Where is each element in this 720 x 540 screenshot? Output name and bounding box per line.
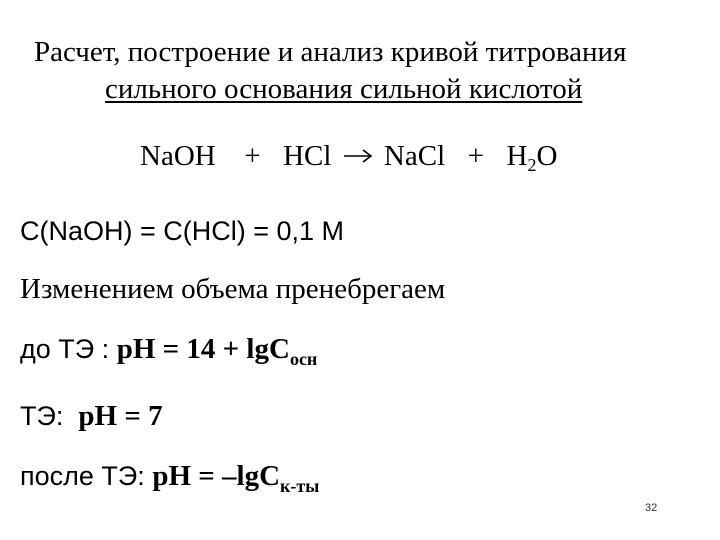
after-subscript: к-ты bbox=[280, 476, 320, 496]
slide-title-line-2: сильного основания сильной кислотой bbox=[105, 73, 583, 105]
water-subscript: 2 bbox=[527, 155, 537, 175]
after-equivalence-formula bbox=[20, 460, 320, 496]
equivalence-label: ТЭ: bbox=[20, 401, 79, 431]
reaction-arrow-icon bbox=[343, 146, 373, 166]
concentration-statement: C(NaOH) = C(HCl) = 0,1 M bbox=[20, 216, 345, 246]
after-formula-text: pH = –lgC bbox=[152, 460, 281, 492]
before-formula-text: pH = 14 + lgC bbox=[116, 333, 290, 365]
reactant-naoh: NaOH bbox=[140, 140, 216, 172]
reaction-equation bbox=[140, 140, 558, 175]
slide-title-line-1: Расчет, построение и анализ кривой титрования bbox=[34, 36, 627, 68]
water-h: H bbox=[506, 140, 528, 172]
plus-sign: + bbox=[467, 140, 484, 172]
before-equivalence-formula bbox=[20, 333, 318, 369]
before-ph-formula bbox=[116, 333, 318, 369]
equivalence-point-formula bbox=[20, 402, 163, 431]
product-water bbox=[506, 140, 558, 175]
product-nacl: NaCl bbox=[383, 140, 446, 172]
reactant-hcl: HCl bbox=[283, 140, 332, 172]
before-subscript: осн bbox=[289, 349, 318, 369]
equivalence-ph-formula: pH = 7 bbox=[78, 400, 163, 432]
plus-sign: + bbox=[244, 140, 261, 172]
water-o: O bbox=[536, 140, 558, 172]
before-label: до ТЭ : bbox=[20, 334, 117, 364]
after-label: после ТЭ: bbox=[20, 461, 153, 491]
volume-note: Изменением объема пренебрегаем bbox=[20, 273, 446, 305]
page-number: 32 bbox=[645, 502, 658, 514]
after-ph-formula bbox=[152, 460, 320, 496]
